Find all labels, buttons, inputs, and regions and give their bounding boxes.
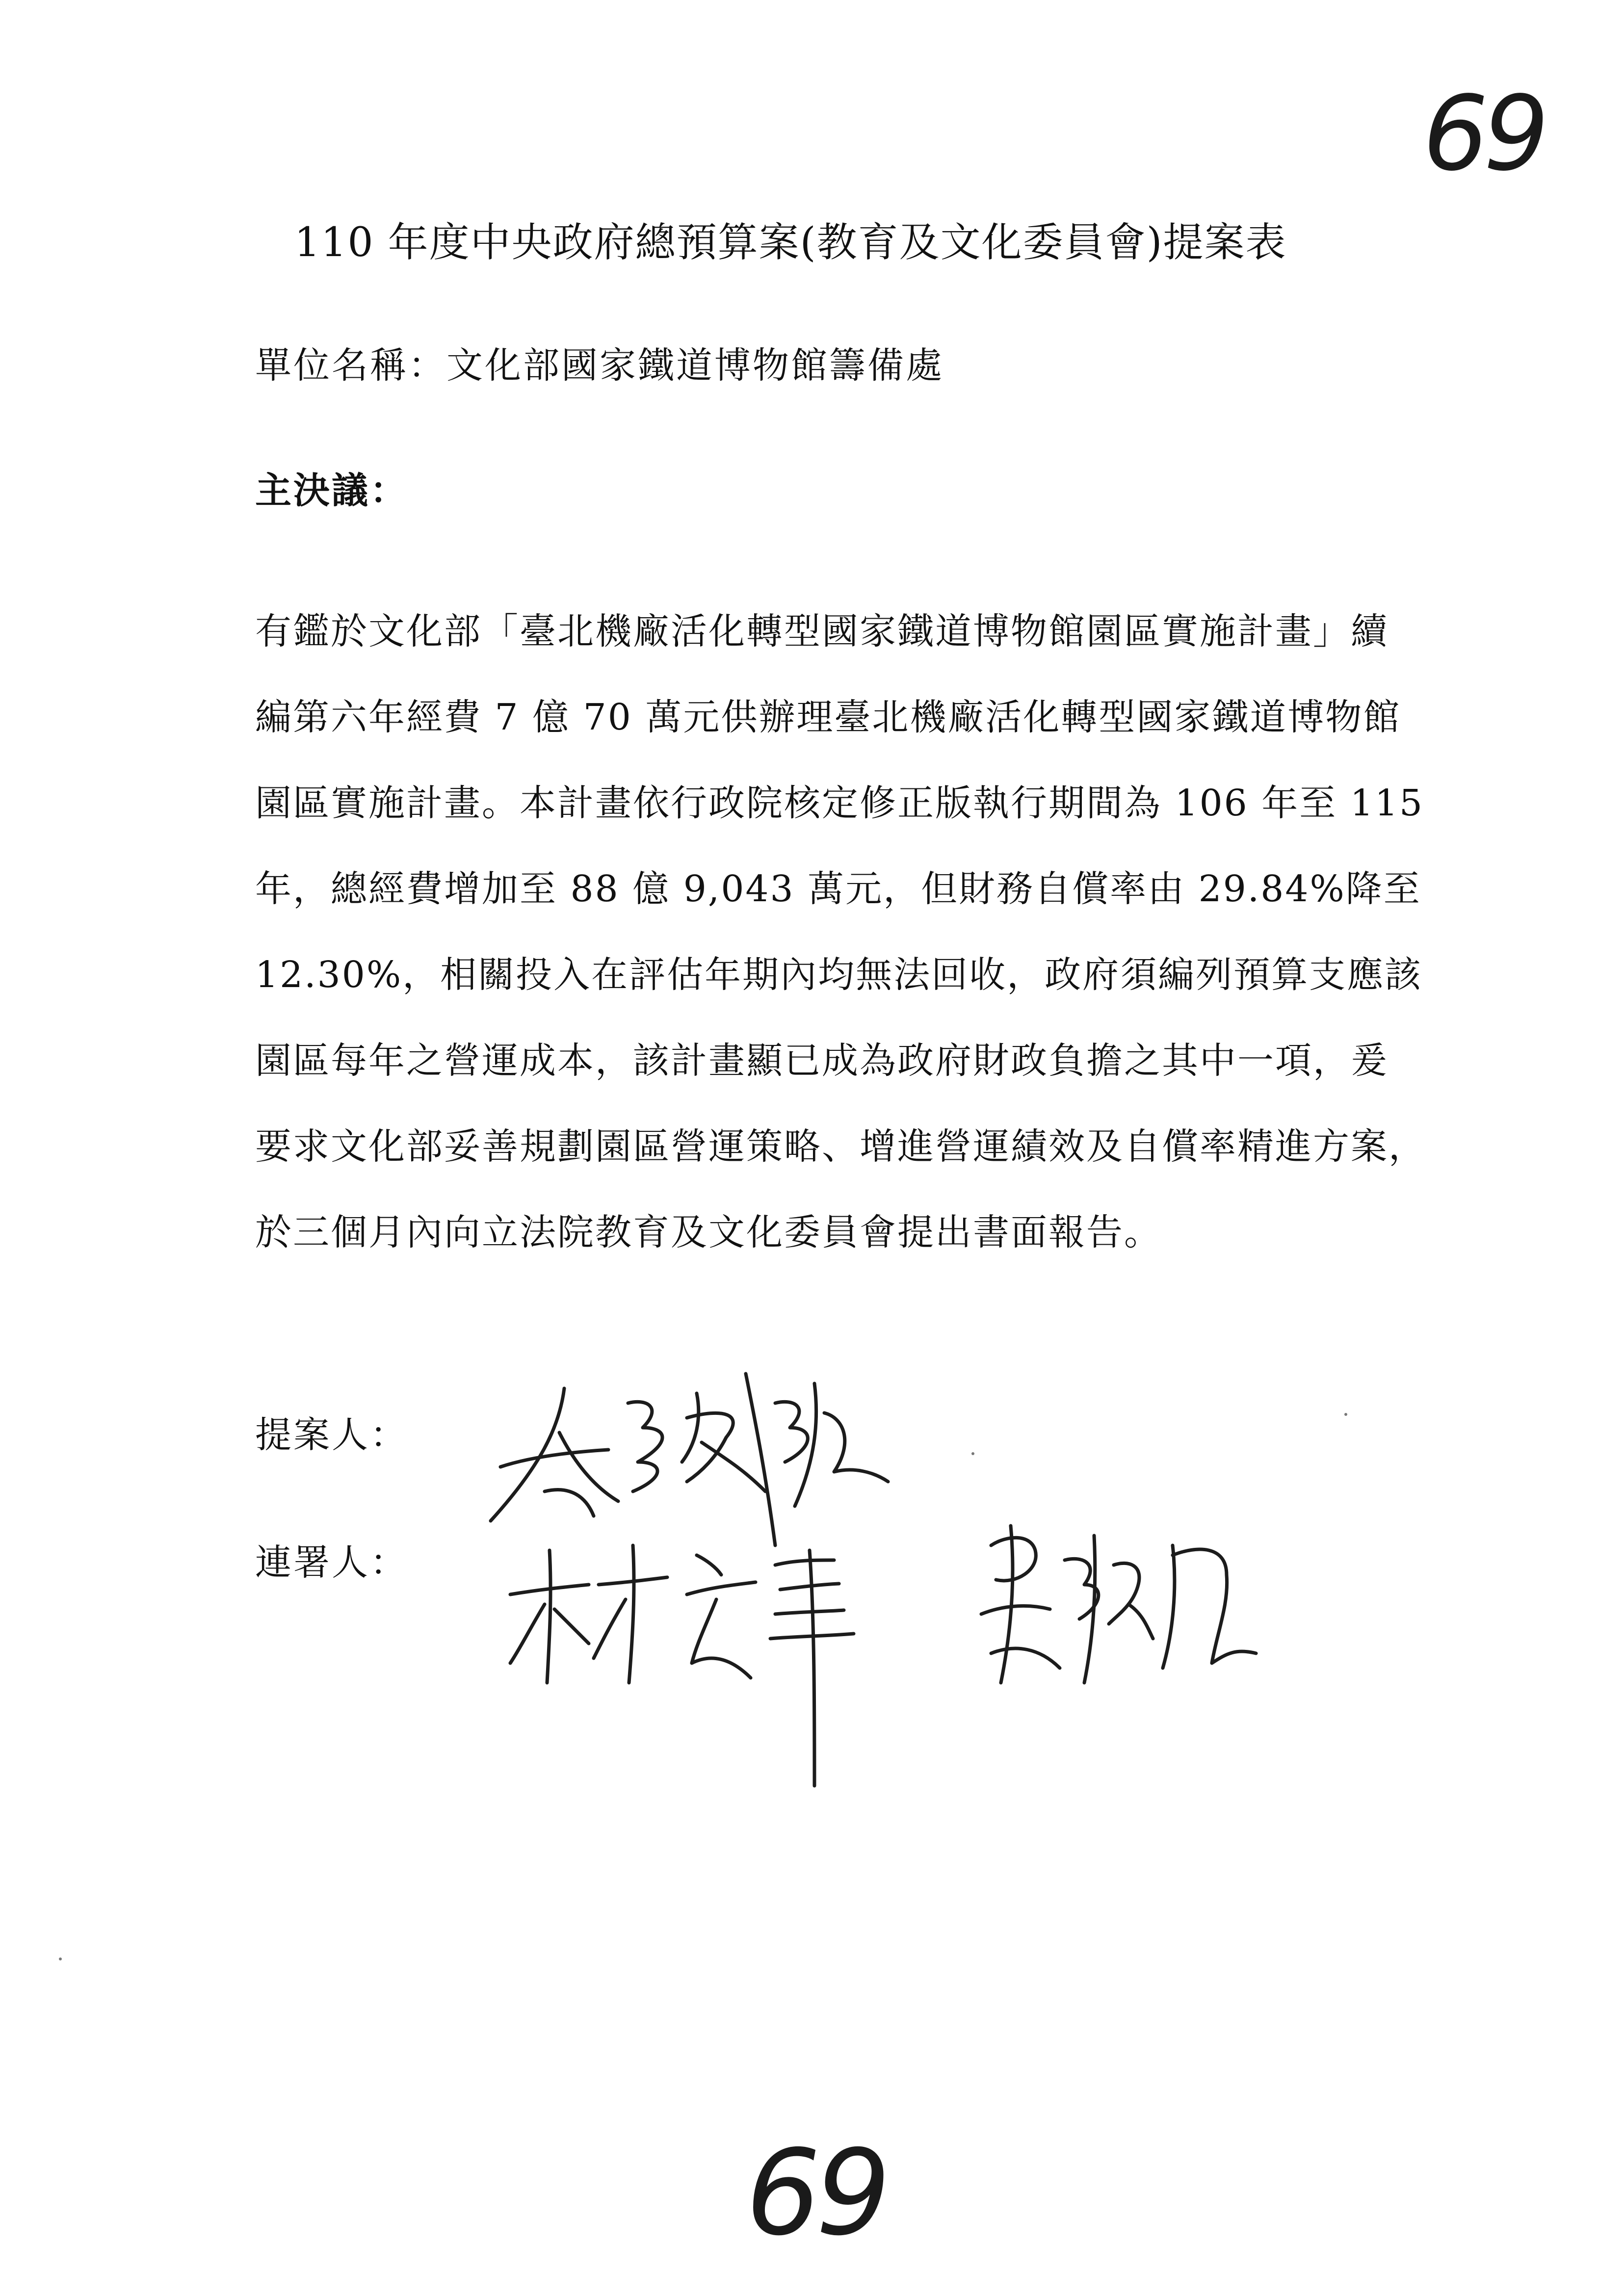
proposer-label: 提案人： [255, 1414, 408, 1456]
scan-speck [971, 1452, 974, 1455]
scan-speck [59, 1957, 62, 1960]
body-line-1: 有鑑於文化部「臺北機廠活化轉型國家鐵道博物館園區實施計畫」續 [255, 610, 1388, 652]
body-line-2: 編第六年經費 7 億 70 萬元供辦理臺北機廠活化轉型國家鐵道博物館 [255, 696, 1401, 738]
body-line-8: 於三個月內向立法院教育及文化委員會提出書面報告。 [255, 1211, 1162, 1253]
document-title: 110 年度中央政府總預算案(教育及文化委員會)提案表 [294, 219, 1287, 266]
body-line-6: 園區每年之營運成本，該計畫顯已成為政府財政負擔之其中一項，爰 [255, 1040, 1388, 1082]
unit-name-line: 單位名稱：文化部國家鐵道博物館籌備處 [255, 344, 944, 387]
body-line-3: 園區實施計畫。本計畫依行政院核定修正版執行期間為 106 年至 115 [255, 782, 1424, 824]
cosigner-signature-2 [962, 1506, 1285, 1732]
cosigner-label: 連署人： [255, 1541, 408, 1584]
page-number-bottom: 69 [746, 2124, 886, 2262]
body-line-7: 要求文化部妥善規劃園區營運策略、增進營運績效及自償率精進方案， [255, 1125, 1426, 1168]
resolution-body [255, 589, 1433, 1276]
proposer-signature [471, 1344, 942, 1550]
cosigner-signature-1 [500, 1521, 932, 1796]
main-resolution-label: 主決議： [255, 470, 408, 512]
page-number-top: 69 [1423, 74, 1545, 194]
body-line-4: 年，總經費增加至 88 億 9,043 萬元，但財務自償率由 29.84%降至 [255, 868, 1421, 910]
body-line-5: 12.30%，相關投入在評估年期內均無法回收，政府須編列預算支應該 [255, 954, 1423, 996]
scan-speck [1344, 1413, 1347, 1416]
